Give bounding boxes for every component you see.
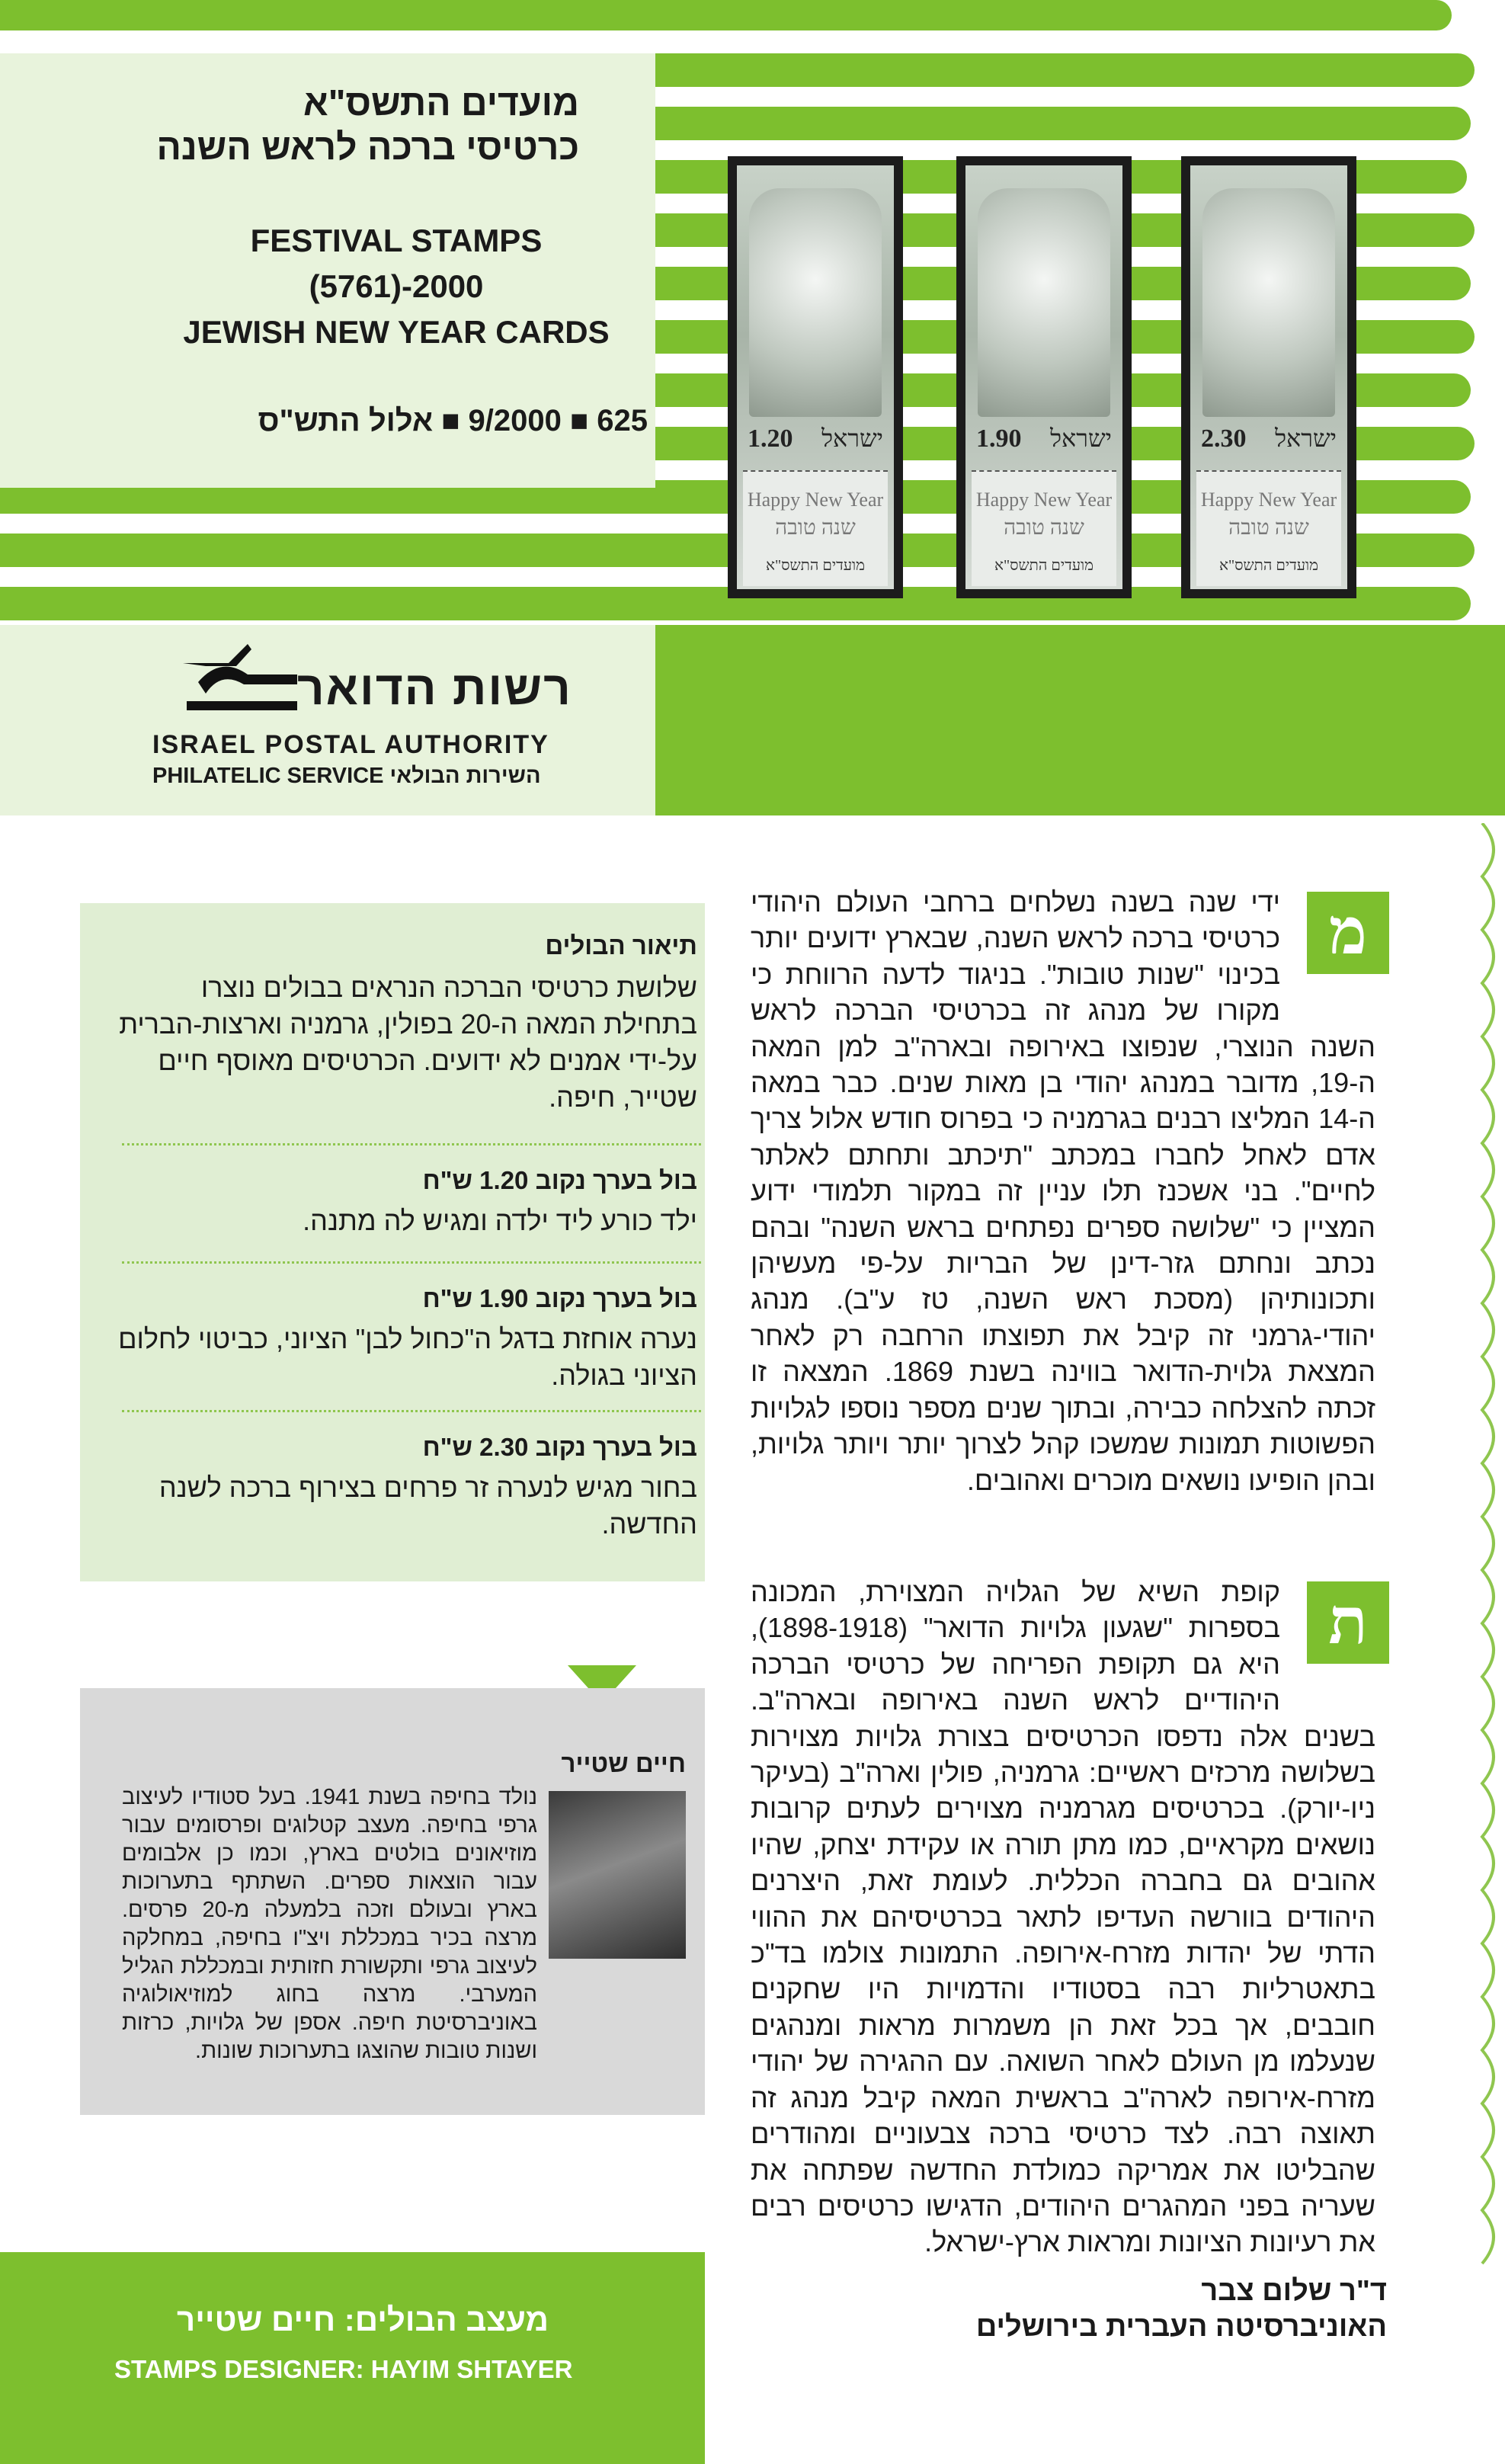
issue-line: 625 ■ 9/2000 ■ אלול התש"ס <box>258 404 648 437</box>
author-affiliation: האוניברסיטה העברית בירושלים <box>975 2311 1387 2343</box>
stamp-artwork <box>749 188 882 417</box>
dotted-separator <box>122 1143 701 1145</box>
logo-hebrew-name: רשות הדואר <box>297 662 572 715</box>
tab-hebrew: שנה טובה <box>775 516 856 540</box>
dotted-separator <box>122 1261 701 1264</box>
stripe <box>0 0 1452 30</box>
tab-footer: מועדים התשס"א <box>1218 557 1319 574</box>
stamp-denomination: 2.30 <box>1201 425 1247 453</box>
article-text-2: קופת השיא של הגלויה המצוירת, המכונה בספרות "שגעון גלויות הדואר" (1898-1918), היא גם תקופת הפריחה של כרטיסי הברכה היהודיים לראש השנה באירופה ובארה"ב. בשנים אלה נדפסו הכרטיסים בצורת גלויות מצוירות בשלושה מרכזים ראשיים: גרמניה, פולין וארה"ב (בעיקר ניו-יורק). בכרטיסים מגרמניה מצוירים לעתים קרובות נושאים מקראיים, כמו מתן תורה או עקידת יצחק, שהיו אהובים גם בחברה הכללית. לעומת זאת, היצרנים היהודים בוורשה העדיפו לתאר בכרטיסיהם את ההווי הדתי של יהדות מזרח-אירופה. התמונות צולמו בד"כ בתאטרליות רבה בסטודיו והדמויות היו שחקנים חובבים, אך בכל זאת הן משמרות מראות ומנהגים שנעלמו מן העולם לאחר השואה. עם ההגירה של יהודי מזרח-אירופה לארה"ב בראשית המאה קיבל מנהג זה תאוצה רבה. לצד כרטיסי ברכה צבעוניים ומהודרים שהבליטו את אמריקה כמולדת החדשה שפתחה את שעריה בפני המהגרים היהודים, הדגישו כרטיסים רבים את רעיונות הציונות ומראות ארץ-ישראל. <box>751 1576 1375 2258</box>
article-paragraph-1 <box>751 884 1375 1517</box>
tab-hebrew: שנה טובה <box>1228 516 1309 540</box>
philatelic-service: PHILATELIC SERVICE השירות הבולאי <box>152 764 541 788</box>
stamp-denomination: 1.20 <box>748 425 793 453</box>
tab-footer: מועדים התשס"א <box>994 557 1094 574</box>
stamp-artwork <box>1202 188 1335 417</box>
stamp-denomination: 1.90 <box>976 425 1022 453</box>
stamp-country: ישראל <box>1275 425 1337 452</box>
stamp-1-20 <box>728 156 903 598</box>
tab-english: Happy New Year <box>975 489 1113 511</box>
stamp-3-description: בחור מגיש לנערה זר פרחים בצירוף ברכה לשנה החדשה. <box>159 1472 697 1540</box>
title-english-2: (5761)-2000 <box>309 268 484 304</box>
stamp-2-heading: בול בערך נקוב 1.90 ש"ח <box>422 1284 697 1312</box>
stamp-country: ישראל <box>1050 425 1112 452</box>
stamp-tab <box>972 470 1116 586</box>
tab-english: Happy New Year <box>1200 489 1337 511</box>
title-english-3: JEWISH NEW YEAR CARDS <box>183 314 610 350</box>
title-hebrew-1: מועדים התשס"א <box>303 83 579 123</box>
logo-english-name: ISRAEL POSTAL AUTHORITY <box>152 730 549 759</box>
banner-designer-english: STAMPS DESIGNER: HAYIM SHTAYER <box>114 2355 573 2383</box>
tab-footer: מועדים התשס"א <box>765 557 866 574</box>
stamp-country: ישראל <box>821 425 883 452</box>
stamp-tab <box>1196 470 1341 586</box>
dropcap-spacer <box>1280 1574 1375 1692</box>
green-block <box>655 625 1505 815</box>
title-english-1: FESTIVAL STAMPS <box>250 223 543 258</box>
stamp-2-30 <box>1181 156 1356 598</box>
stamp-1-heading: בול בערך נקוב 1.20 ש"ח <box>422 1166 697 1194</box>
stamp-3-heading: בול בערך נקוב 2.30 ש"ח <box>422 1433 697 1461</box>
article-text-1: ידי שנה בשנה נשלחים ברחבי העולם היהודי כרטיסי ברכה לראש השנה, שבארץ ידועים יותר בכינוי "שנות טובות". בניגוד לדעה הרווחת כי מקורו של מנהג זה בכרטיסי הברכה לראש השנה הנוצרי, שנפוצו באירופה ובארה"ב למן המאה ה-19, מדובר במנהג יהודי בן מאות שנים. כבר במאה ה-14 המליצו רבנים בגרמניה כי בפרוס חודש אלול צריך אדם לאחל לחברו במכתב "תיכתב ותחתם לאלתר לחיים". בני אשכנז תלו עניין זה במקור תלמודי ידוע המציין כי "שלושה ספרים נפתחים בראש השנה" ובהם נכתב ונחתם גזר-דינן של הבריות על-פי מעשיהן ותכונותיהן (מסכת ראש השנה, טז ע"ב). מנהג יהודי-גרמני זה קיבל את תפוצתו הרחבה רק לאחר המצאת גלוית-הדואר בווינה בשנת 1869. המצאה זו זכתה להצלחה כבירה, ובתוך שנים מספר נוספו לגלויות הפשוטות תמונות שמשכו קהל לצרוך יותר ויותר גלויות, ובהן הופיעו נושאים מוכרים ואהובים. <box>751 886 1375 1496</box>
scalloped-edge <box>1475 823 1505 2271</box>
dropcap-spacer <box>1280 884 1375 1002</box>
stamp-artwork <box>978 188 1110 417</box>
description-intro: שלושת כרטיסי הברכה הנראים בבולים נוצרו בתחילת המאה ה-20 בפולין, גרמניה וארצות-הברית על-ידי אמנים לא ידועים. הכרטיסים מאוסף חיים שטייר, חיפה. <box>119 972 697 1113</box>
designer-bio: נולד בחיפה בשנת 1941. בעל סטודיו לעיצוב גרפי בחיפה. מעצב קטלוגים ופרסומים עבור מוזיאונים בולטים בארץ, וכמו כן אלבומים עבור הוצאות ספרים. השתתף בתערוכות בארץ ובעולם וזכה בלמעלה מ-20 פרסים. מרצה בכיר במכללת ויצ"ו בחיפה, במחלקה לעיצוב גרפי ותקשורת חזותית ובמכללת הגליל המערבי. מרצה בחוג למוזיאולוגיה באוניברסיטת חיפה. אספן של גלויות, כרזות ושנות טובות שהוצגו בתערוכות שונות. <box>122 1785 537 2063</box>
stamp-tab <box>743 470 888 586</box>
stamp-1-90 <box>956 156 1132 598</box>
stamp-2-description: נערה אוחזת בדגל ה"כחול לבן" הציוני, כביטוי לחלום הציוני בגולה. <box>118 1323 697 1391</box>
banner-designer-hebrew: מעצב הבולים: חיים שטייר <box>177 2302 549 2337</box>
title-hebrew-2: כרטיסי ברכה לראש השנה <box>156 127 579 168</box>
author-name: ד"ר שלום צבר <box>1201 2275 1387 2307</box>
tab-english: Happy New Year <box>747 489 884 511</box>
description-heading: תיאור הבולים <box>545 931 697 960</box>
designer-name: חיים שטייר <box>561 1749 686 1777</box>
dropcap-mem: מ <box>1307 892 1389 974</box>
tab-hebrew: שנה טובה <box>1004 516 1084 540</box>
article-paragraph-2 <box>751 1574 1375 2275</box>
dotted-separator <box>122 1410 701 1412</box>
stamp-1-description: ילד כורע ליד ילדה ומגיש לה מתנה. <box>303 1205 697 1236</box>
designer-photo <box>549 1791 686 1959</box>
dropcap-tav: ת <box>1307 1581 1389 1664</box>
postal-authority-logo-icon <box>175 640 305 724</box>
